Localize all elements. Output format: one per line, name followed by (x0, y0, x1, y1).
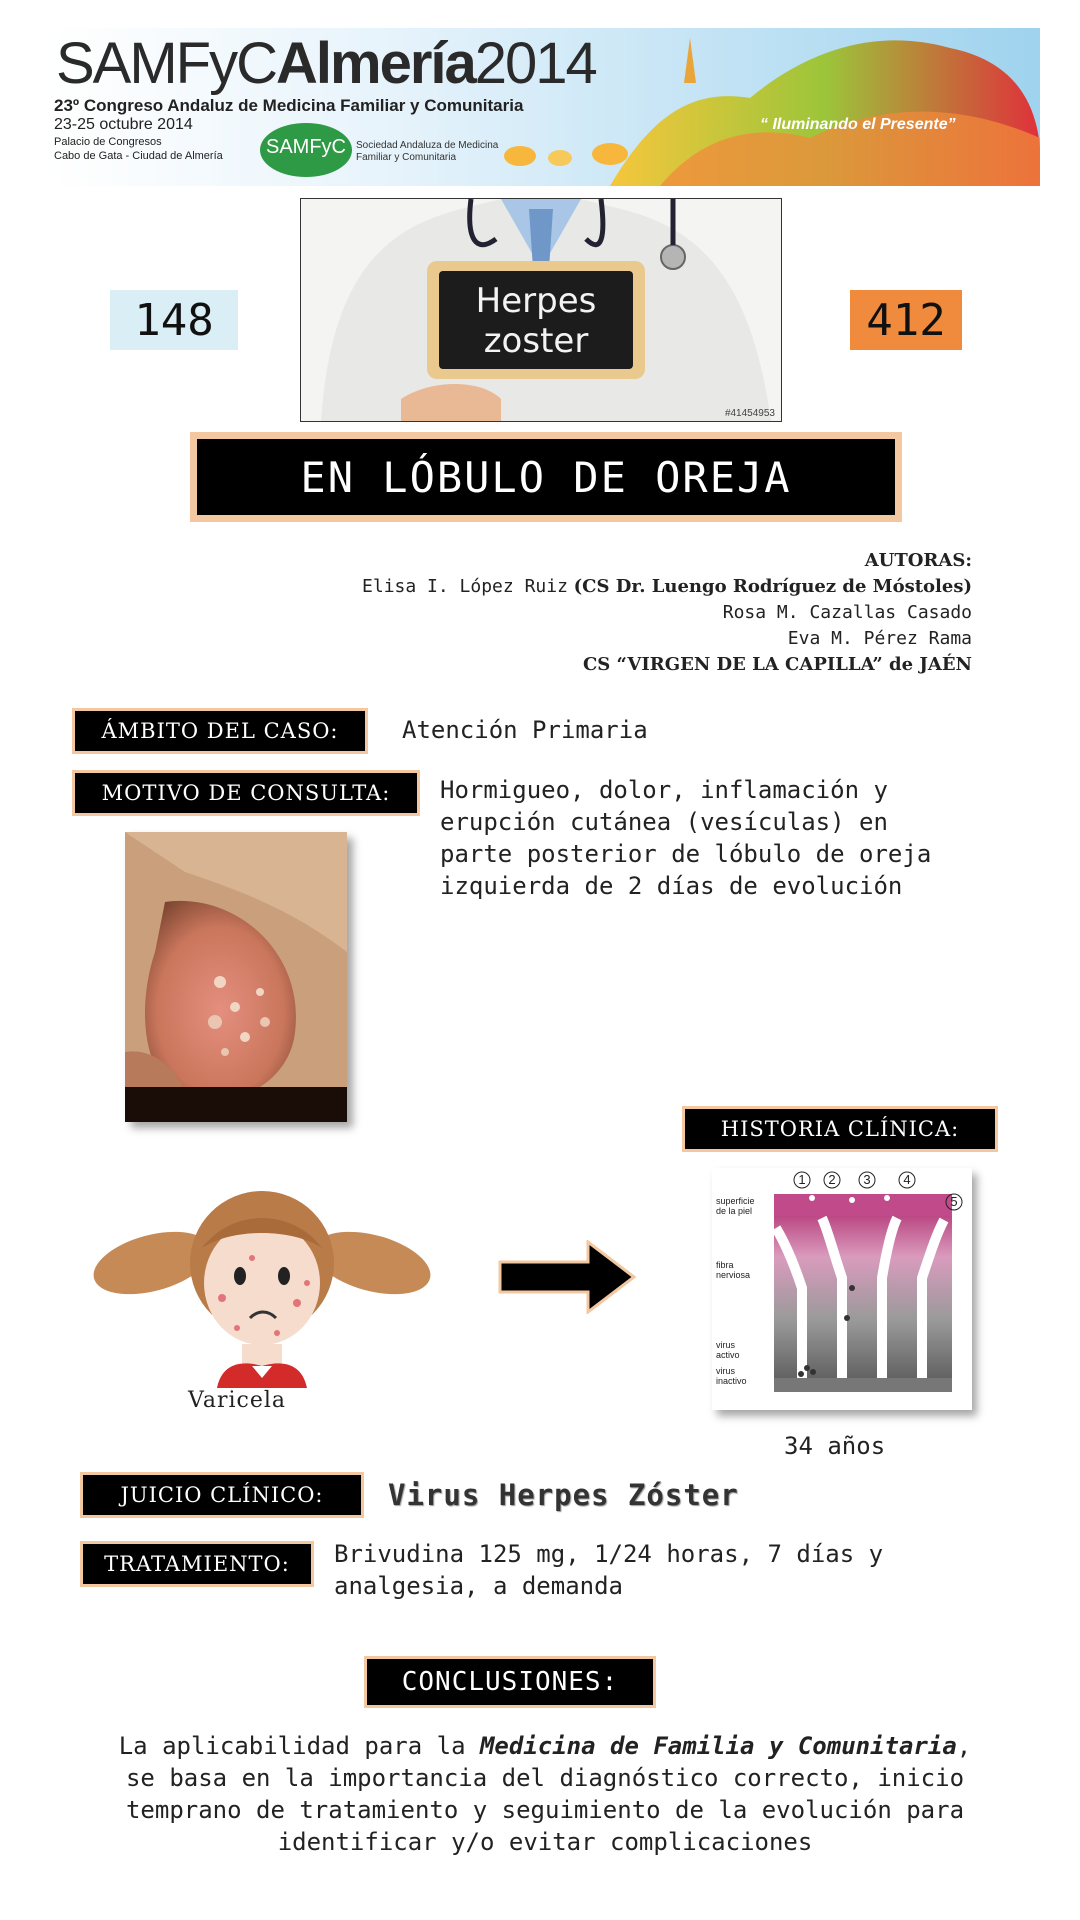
ambito-label: ÁMBITO DEL CASO: (72, 708, 368, 754)
slogan: “ Iluminando el Presente” (760, 116, 956, 133)
ear-lesion-photo (125, 832, 347, 1122)
label-active-1: virus (716, 1340, 736, 1350)
author-2: Rosa M. Cazallas Casado (722, 602, 972, 623)
arrow-right-icon (498, 1240, 638, 1314)
authors-block (362, 548, 972, 678)
marker-5: 5 (950, 1194, 958, 1209)
juicio-text: Virus Herpes Zóster (388, 1478, 739, 1512)
chalkboard (439, 271, 633, 369)
label-nerve-1: fibra (716, 1260, 734, 1270)
tratamiento-text: Brivudina 125 mg, 1/24 horas, 7 días y analgesia, a demanda (334, 1540, 884, 1600)
skin-nerve-diagram (712, 1168, 972, 1410)
chalkboard-sign (427, 261, 645, 379)
label-inactive-2: inactivo (716, 1376, 747, 1386)
historia-label: HISTORIA CLÍNICA: (682, 1106, 998, 1152)
age-caption: 34 años (784, 1432, 886, 1460)
label-nerve-2: nerviosa (716, 1270, 751, 1280)
sign-text-line-2: zoster (483, 321, 589, 361)
authors-heading: AUTORAS: (864, 550, 972, 571)
varicella-girl-illustration (92, 1168, 432, 1388)
society-line-1: Sociedad Andaluza de Medicina (356, 140, 499, 151)
title-box (190, 432, 902, 522)
doctor-sign-image (300, 198, 782, 422)
congress-name: 23º Congreso Andaluz de Medicina Familiar y Comunitaria (54, 96, 524, 115)
motivo-label: MOTIVO DE CONSULTA: (72, 770, 420, 816)
motivo-text: Hormigueo, dolor, inflamación y erupción cutánea (vesículas) en parte posterior de lóbulo de oreja izquierda de 2 días de evolución (440, 776, 932, 900)
sign-text-line-1: Herpes (475, 281, 597, 321)
author-1-center: (CS Dr. Luengo Rodríguez de Móstoles) (573, 576, 972, 597)
marker-4: 4 (903, 1172, 911, 1187)
conclusiones-emphasis: Medicina de Familia y Comunitaria (479, 1732, 957, 1760)
author-3: Eva M. Pérez Rama (787, 628, 972, 649)
logo-text: SAMFyC (266, 136, 346, 158)
stock-image-id: #41454953 (724, 408, 775, 419)
author-1: Elisa I. López Ruiz (CS Dr. Luengo Rodríguez de Móstoles) (362, 576, 972, 597)
varicela-caption: Varicela (188, 1388, 287, 1413)
label-inactive-1: virus (716, 1366, 736, 1376)
counter-right: 412 (850, 290, 962, 350)
conclusiones-label: CONCLUSIONES: (364, 1656, 656, 1708)
tratamiento-label: TRATAMIENTO: (80, 1541, 314, 1587)
counter-left: 148 (110, 290, 238, 350)
conclusiones-text: La aplicabilidad para la Medicina de Familia y Comunitaria, se basa en la importancia del diagnóstico correcto, inicio temprano de tratamiento y seguimiento de la evolución para identificar y/o evitar complicaciones (118, 1732, 972, 1856)
label-surface-1: superficie (716, 1196, 755, 1206)
congress-dates: 23-25 octubre 2014 (54, 116, 193, 133)
marker-2: 2 (828, 1172, 836, 1187)
label-active-2: activo (716, 1350, 740, 1360)
society-line-2: Familiar y Comunitaria (356, 152, 457, 163)
marker-3: 3 (863, 1172, 871, 1187)
banner-title: SAMFyCAlmería2014 (56, 31, 596, 96)
author-center-2: CS “VIRGEN DE LA CAPILLA” de JAÉN (582, 654, 972, 675)
venue-line-2: Cabo de Gata - Ciudad de Almería (54, 150, 223, 162)
venue-line-1: Palacio de Congresos (54, 136, 162, 148)
ambito-text: Atención Primaria (402, 716, 648, 744)
label-surface-2: de la piel (716, 1206, 753, 1216)
marker-1: 1 (798, 1172, 806, 1187)
poster-title: EN LÓBULO DE OREJA (197, 439, 895, 515)
juicio-label: JUICIO CLÍNICO: (80, 1472, 364, 1518)
congress-banner (50, 28, 1040, 186)
